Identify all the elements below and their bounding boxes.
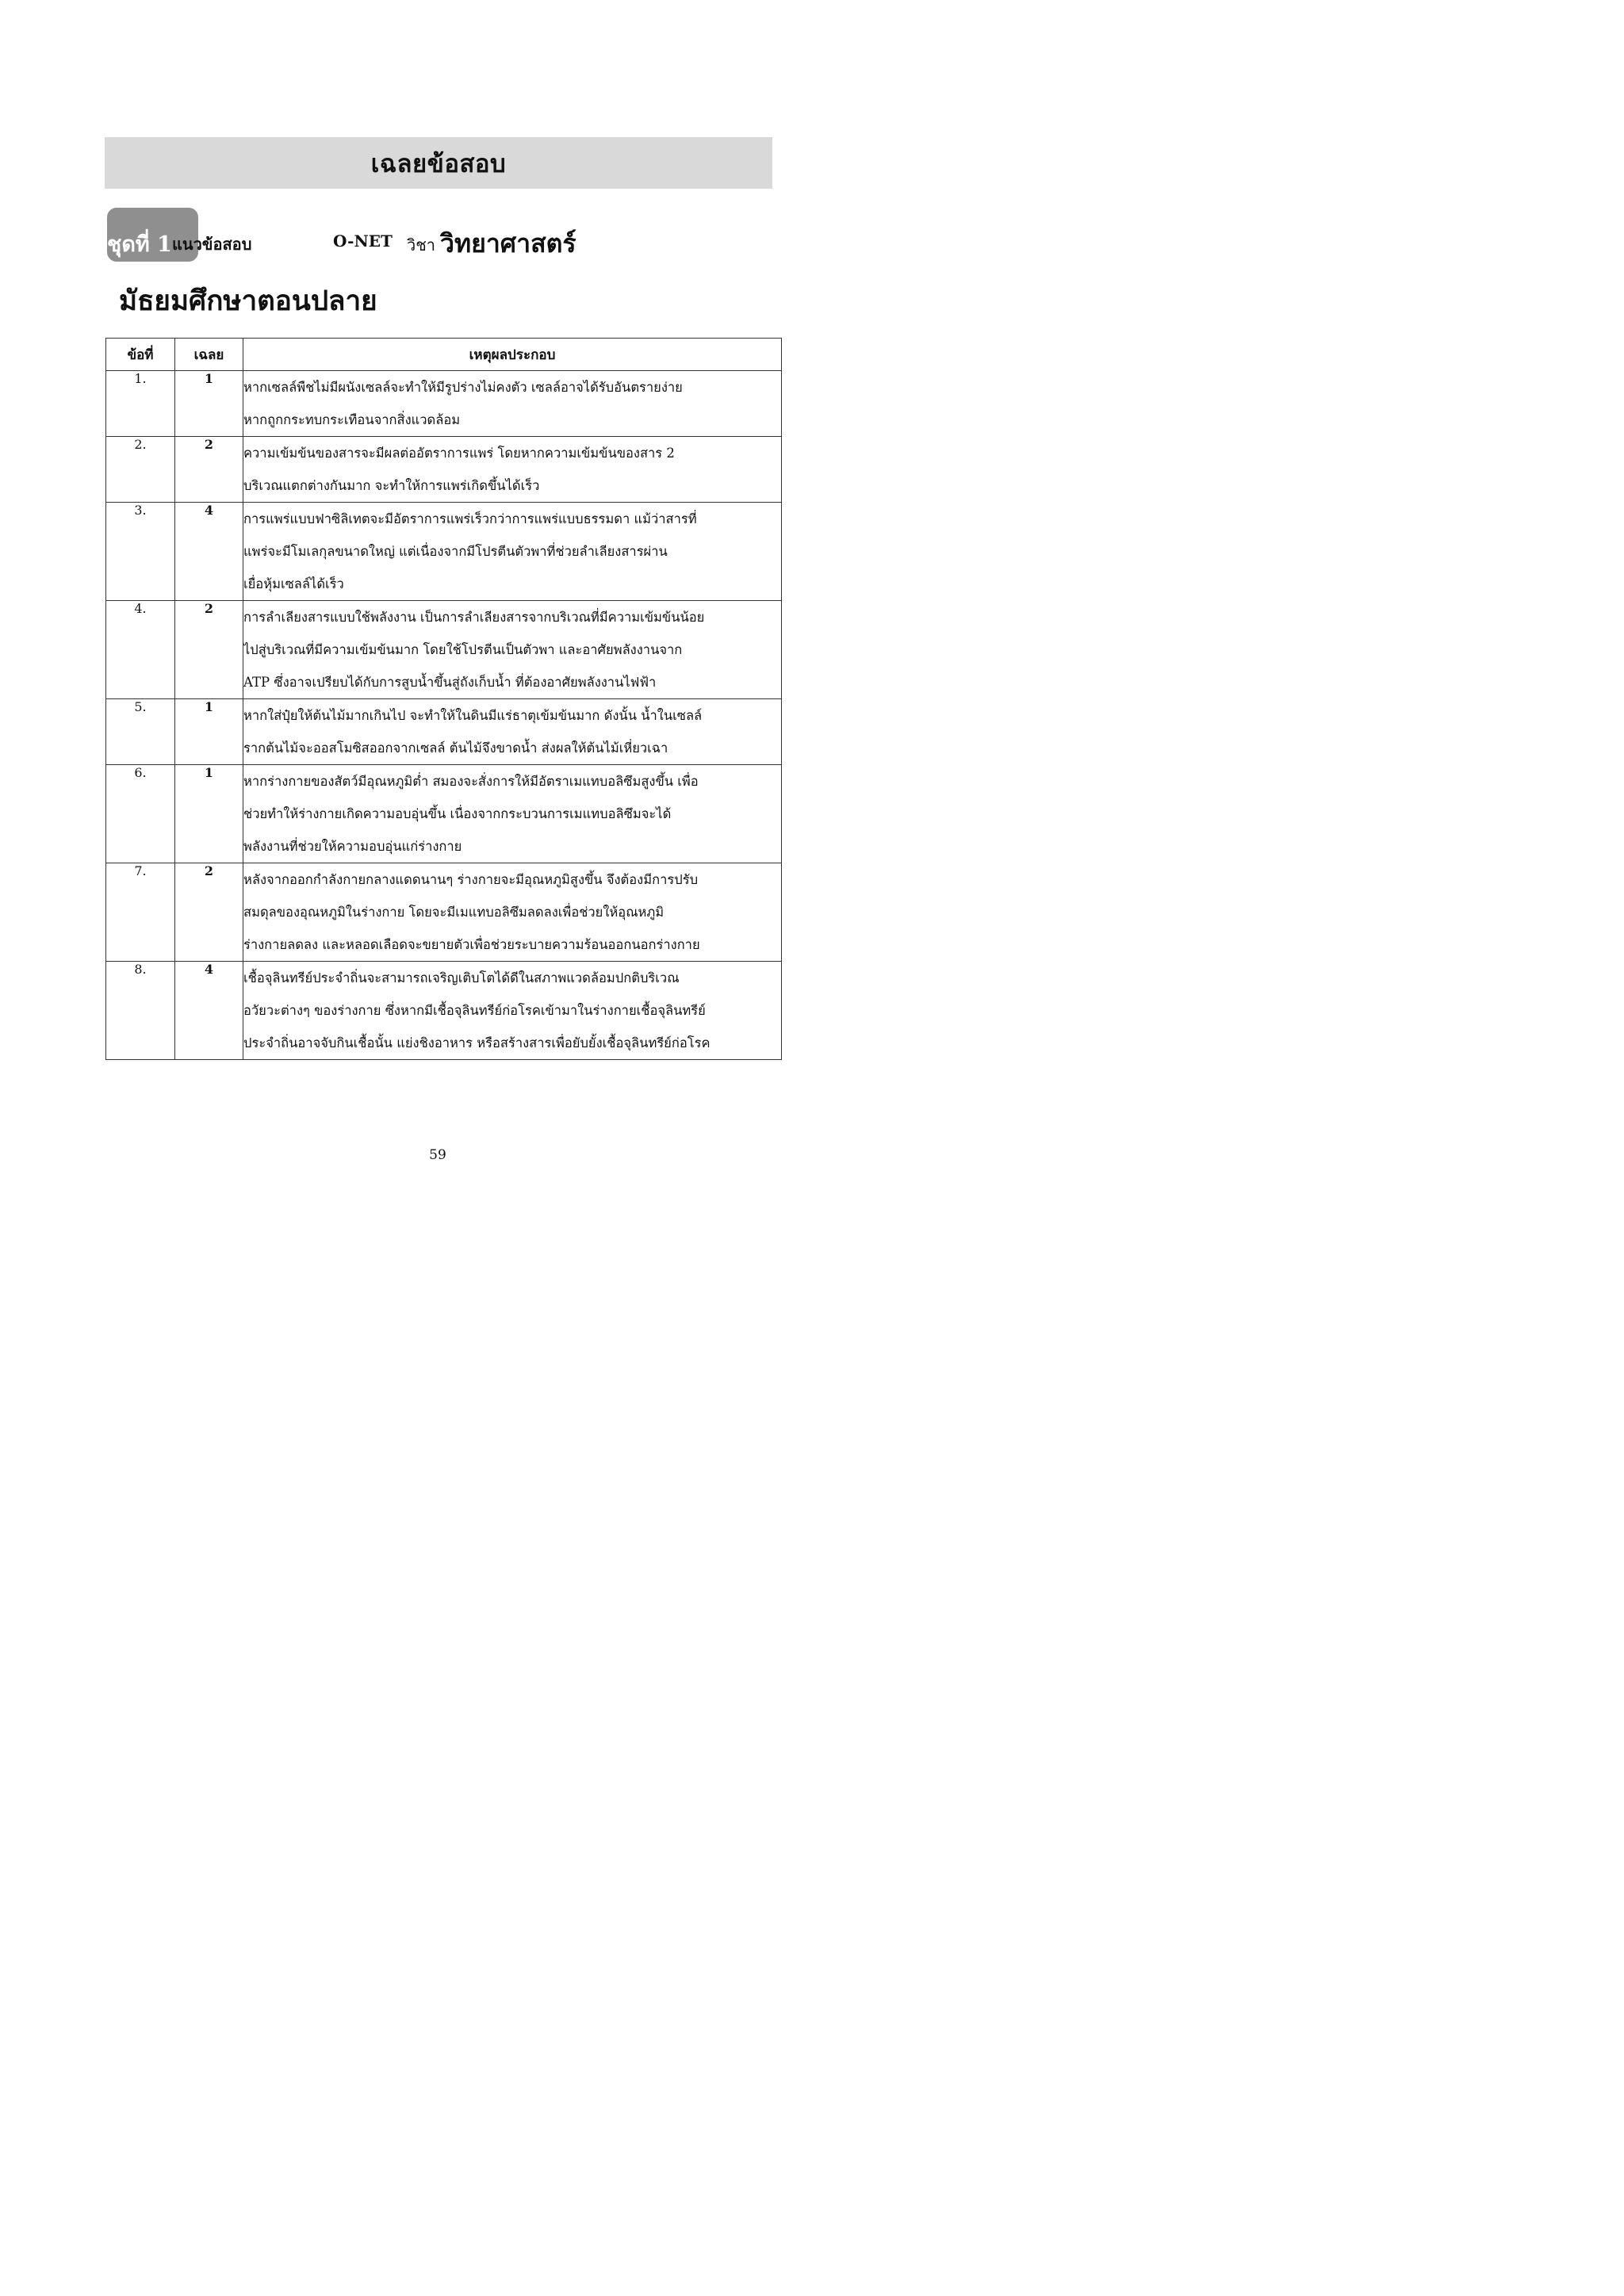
reason-cell — [243, 699, 782, 765]
answer-choice: 4 — [175, 962, 243, 1060]
question-number: 5. — [106, 699, 175, 765]
education-level: มัธยมศึกษาตอนปลาย — [119, 285, 377, 317]
reason-line: บริเวณแตกต่างกันมาก จะทำให้การแพร่เกิดขึ้นได้เร็ว — [243, 478, 540, 493]
reason-line: ATP ซึ่งอาจเปรียบได้กับการสูบน้ำขึ้นสู่ถังเก็บน้ำ ที่ต้องอาศัยพลังงานไฟฟ้า — [243, 675, 657, 690]
reason-cell — [243, 962, 782, 1060]
exam-set-line — [107, 208, 821, 263]
answer-table — [105, 338, 782, 1060]
reason-line: แพร่จะมีโมเลกุลขนาดใหญ่ แต่เนื่องจากมีโปรตีนตัวพาที่ช่วยลำเลียงสารผ่าน — [243, 544, 668, 559]
question-number: 6. — [106, 765, 175, 863]
subject-name: วิทยาศาสตร์ — [440, 228, 576, 258]
reason-line: ร่างกายลดลง และหลอดเลือดจะขยายตัวเพื่อช่วยระบายความร้อนออกนอกร่างกาย — [243, 937, 700, 952]
answer-choice: 1 — [175, 699, 243, 765]
table-row — [106, 601, 782, 699]
answer-choice: 4 — [175, 503, 243, 601]
subject-label: วิชา — [407, 235, 436, 254]
reason-line: อวัยวะต่างๆ ของร่างกาย ซึ่งหากมีเชื้อจุลินทรีย์ก่อโรคเข้ามาในร่างกายเชื้อจุลินทรีย์ — [243, 1003, 706, 1018]
table-row — [106, 765, 782, 863]
page-title: เฉลยข้อสอบ — [370, 149, 507, 178]
reason-line: ช่วยทำให้ร่างกายเกิดความอบอุ่นขึ้น เนื่องจากกระบวนการเมแทบอลิซึมจะได้ — [243, 806, 672, 821]
table-row — [106, 437, 782, 503]
reason-cell — [243, 863, 782, 962]
title-band — [105, 137, 772, 189]
reason-line: การแพร่แบบฟาซิลิเทตจะมีอัตราการแพร่เร็วกว่าการแพร่แบบธรรมดา แม้ว่าสารที่ — [243, 511, 697, 526]
table-row — [106, 962, 782, 1060]
reason-line: หากร่างกายของสัตว์มีอุณหภูมิต่ำ สมองจะสั่งการให้มีอัตราเมแทบอลิซึมสูงขึ้น เพื่อ — [243, 774, 699, 789]
reason-cell — [243, 601, 782, 699]
reason-line: ความเข้มข้นของสารจะมีผลต่ออัตราการแพร่ โดยหากความเข้มข้นของสาร 2 — [243, 446, 675, 461]
reason-line: ประจำถิ่นอาจจับกินเชื้อนั้น แย่งชิงอาหาร หรือสร้างสารเพื่อยับยั้งเชื้อจุลินทรีย์ก่อโรค — [243, 1035, 710, 1050]
answer-choice: 2 — [175, 863, 243, 962]
table-row — [106, 503, 782, 601]
table-row — [106, 371, 782, 437]
question-number: 1. — [106, 371, 175, 437]
exam-name: O-NET — [333, 232, 393, 251]
set-subtitle: แนวข้อสอบ — [172, 235, 252, 254]
question-number: 8. — [106, 962, 175, 1060]
answer-rows — [106, 371, 782, 1060]
table-header-row — [106, 339, 782, 371]
question-number: 7. — [106, 863, 175, 962]
question-number: 4. — [106, 601, 175, 699]
answer-choice: 1 — [175, 371, 243, 437]
reason-line: หากถูกกระทบกระเทือนจากสิ่งแวดล้อม — [243, 412, 461, 427]
reason-line: สมดุลของอุณหภูมิในร่างกาย โดยจะมีเมแทบอลิซึมลดลงเพื่อช่วยให้อุณหภูมิ — [243, 905, 665, 920]
reason-line: รากต้นไม้จะออสโมซิสออกจากเซลล์ ต้นไม้จึงขาดน้ำ ส่งผลให้ต้นไม้เหี่ยวเฉา — [243, 740, 668, 756]
header-reason: เหตุผลประกอบ — [243, 339, 782, 371]
reason-line: ไปสู่บริเวณที่มีความเข้มข้นมาก โดยใช้โปรตีนเป็นตัวพา และอาศัยพลังงานจาก — [243, 642, 683, 657]
page-number: 59 — [429, 1147, 446, 1163]
reason-line: หากเซลล์พืชไม่มีผนังเซลล์จะทำให้มีรูปร่างไม่คงตัว เซลล์อาจได้รับอันตรายง่าย — [243, 380, 683, 395]
reason-line: เยื่อหุ้มเซลล์ได้เร็ว — [243, 576, 344, 591]
header-no: ข้อที่ — [106, 339, 175, 371]
reason-line: การลำเลียงสารแบบใช้พลังงาน เป็นการลำเลียงสารจากบริเวณที่มีความเข้มข้นน้อย — [243, 610, 705, 625]
table-row — [106, 699, 782, 765]
table-row — [106, 863, 782, 962]
reason-cell — [243, 765, 782, 863]
reason-line: พลังงานที่ช่วยให้ความอบอุ่นแก่ร่างกาย — [243, 839, 462, 854]
reason-line: หลังจากออกกำลังกายกลางแดดนานๆ ร่างกายจะมีอุณหภูมิสูงขึ้น จึงต้องมีการปรับ — [243, 872, 699, 887]
reason-cell — [243, 371, 782, 437]
question-number: 3. — [106, 503, 175, 601]
reason-cell — [243, 503, 782, 601]
header-answer: เฉลย — [175, 339, 243, 371]
reason-cell — [243, 437, 782, 503]
answer-choice: 2 — [175, 601, 243, 699]
reason-line: เชื้อจุลินทรีย์ประจำถิ่นจะสามารถเจริญเติบโตได้ดีในสภาพแวดล้อมปกติบริเวณ — [243, 970, 680, 985]
question-number: 2. — [106, 437, 175, 503]
answer-choice: 1 — [175, 765, 243, 863]
answer-choice: 2 — [175, 437, 243, 503]
set-label: ชุดที่ 1 — [107, 232, 172, 257]
reason-line: หากใส่ปุ๋ยให้ต้นไม้มากเกินไป จะทำให้ในดินมีแร่ธาตุเข้มข้นมาก ดังนั้น น้ำในเซลล์ — [243, 708, 703, 723]
